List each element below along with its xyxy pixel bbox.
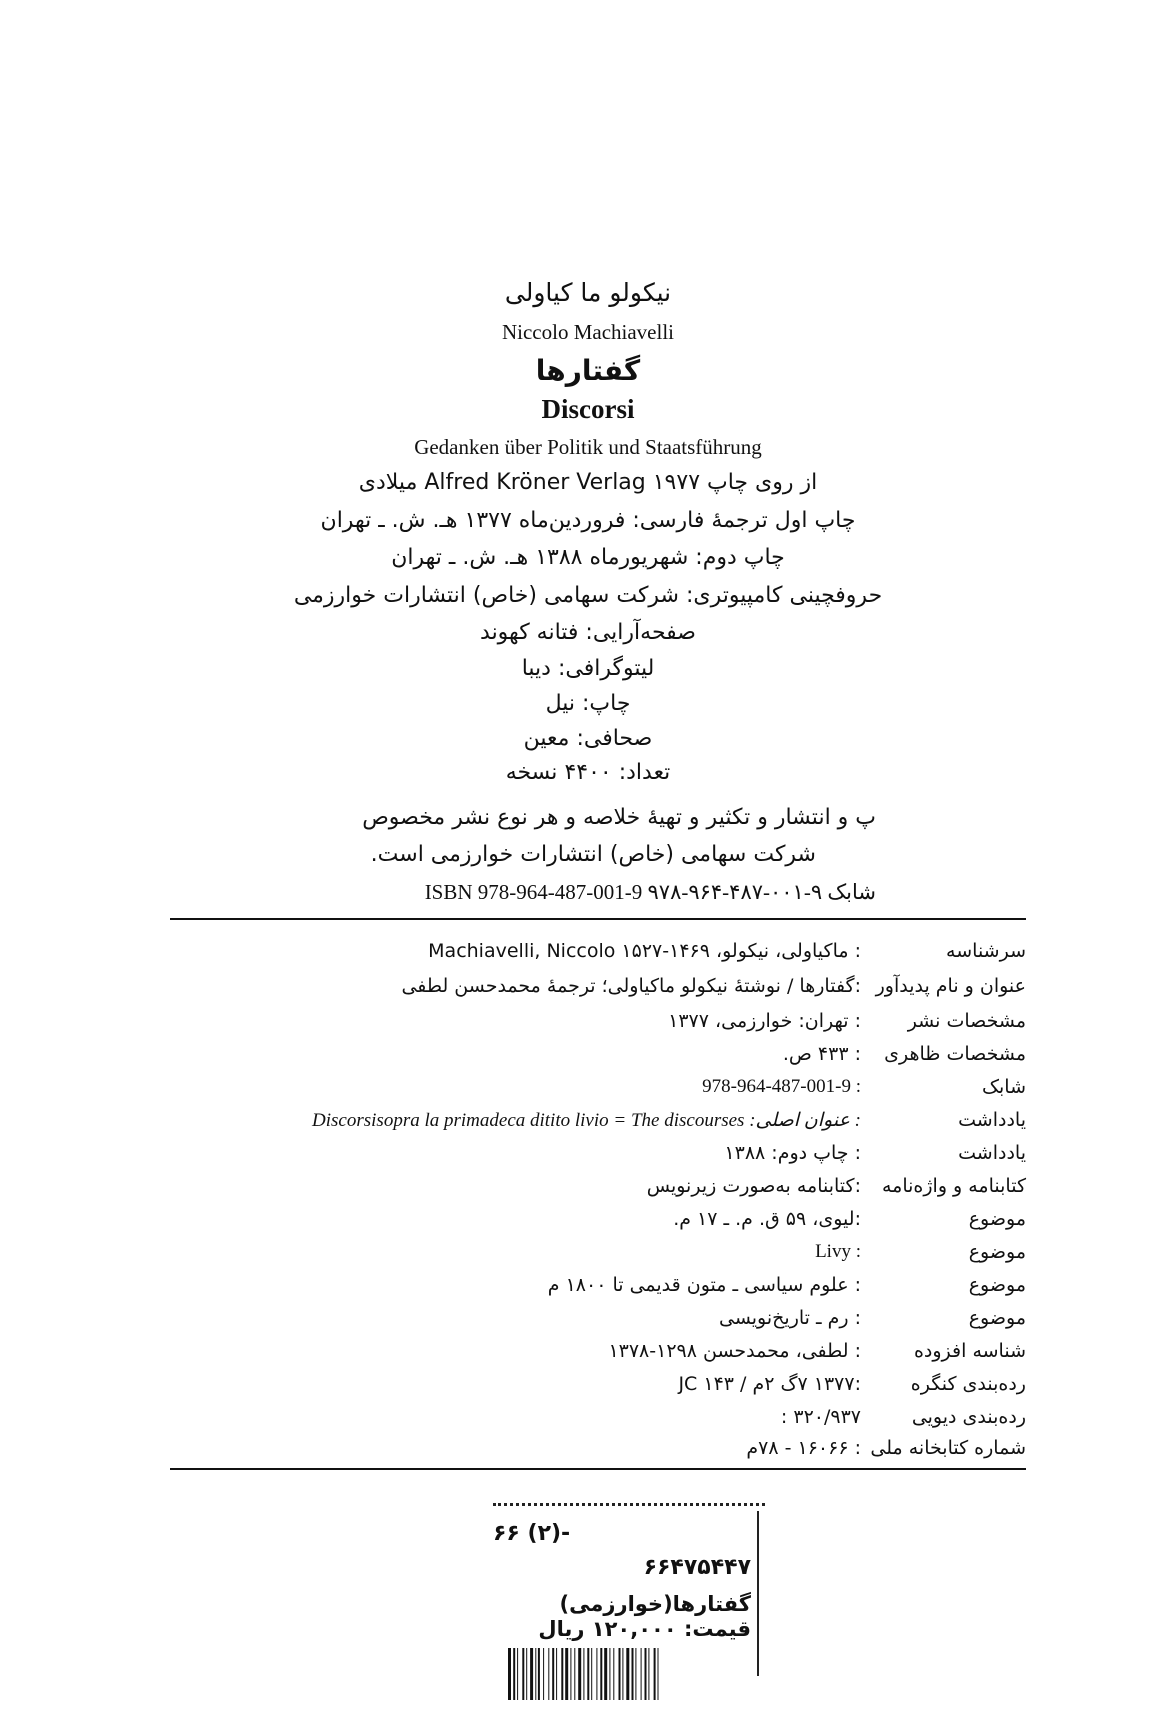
cip-label: عنوان و نام پدیدآور	[875, 975, 1026, 997]
book-title-fa: گفتارها	[535, 354, 641, 387]
rights-line-2: شرکت سهامی (خاص) انتشارات خوارزمی است.	[370, 842, 816, 867]
author-name-fa: نیکولو ما کیاولی	[504, 278, 672, 307]
lithography: لیتوگرافی: دیبا	[521, 656, 655, 681]
cip-value: :کتابنامه به‌صورت زیرنویس	[646, 1175, 861, 1197]
cip-label: رده‌بندی کنگره	[910, 1373, 1026, 1395]
label-title: گفتارها(خوارزمی)	[559, 1592, 751, 1616]
barcode-bar	[570, 1648, 571, 1700]
barcode-bar	[522, 1648, 524, 1700]
barcode-bar	[626, 1648, 629, 1700]
barcode-bar	[543, 1648, 544, 1700]
barcode-bar	[535, 1648, 536, 1700]
cip-value: :۱۳۷۷ ۷گ ۲م / ۱۴۳ JC	[678, 1373, 861, 1395]
barcode-bar	[556, 1648, 557, 1700]
cip-label: یادداشت	[958, 1109, 1026, 1131]
barcode-bar	[600, 1648, 602, 1700]
cip-row	[170, 1373, 1026, 1405]
barcode-bar	[526, 1648, 527, 1700]
cip-bottom-divider	[170, 1468, 1026, 1470]
cip-label: مشخصات نشر	[907, 1010, 1026, 1032]
cip-label: سرشناسه	[946, 940, 1026, 962]
cip-row	[170, 1109, 1026, 1141]
barcode-bar	[565, 1648, 568, 1700]
cip-row	[170, 940, 1026, 972]
cip-row	[170, 1142, 1026, 1174]
book-title-en: Discorsi	[541, 394, 635, 424]
cip-label: مشخصات ظاهری	[884, 1043, 1026, 1065]
cip-value: : عنوان اصلی: Discorsisopra la primadeca ditito livio = The discourses	[312, 1110, 861, 1131]
cip-value: Livy :	[815, 1241, 861, 1262]
cip-value: : تهران: خوارزمی، ۱۳۷۷	[668, 1010, 861, 1032]
barcode-bar	[513, 1648, 515, 1700]
barcode	[506, 1648, 746, 1700]
barcode-bar	[604, 1648, 607, 1700]
barcode-bar	[645, 1648, 647, 1700]
barcode-bar	[587, 1648, 589, 1700]
price-label	[493, 1503, 765, 1673]
cip-label: موضوع	[968, 1208, 1026, 1230]
copies: تعداد: ۴۴۰۰ نسخه	[505, 760, 671, 785]
cip-value: : ماکیاولی، نیکولو، ۱۴۶۹-۱۵۲۷ Machiavelli, Niccolo	[428, 940, 861, 962]
barcode-bar	[591, 1648, 592, 1700]
cip-row	[170, 975, 1026, 1007]
barcode-bar	[648, 1648, 649, 1700]
cip-row	[170, 1043, 1026, 1075]
barcode-bar	[622, 1648, 623, 1700]
cip-top-divider	[170, 918, 1026, 920]
cip-row	[170, 1241, 1026, 1273]
cip-row	[170, 1307, 1026, 1339]
binding: صحافی: معین	[523, 726, 653, 751]
cip-value: : رم ـ تاریخ‌نویسی	[718, 1307, 861, 1329]
barcode-bar	[654, 1648, 656, 1700]
barcode-bar	[583, 1648, 584, 1700]
cip-label: موضوع	[968, 1274, 1026, 1296]
barcode-bar	[609, 1648, 610, 1700]
cip-value: ۳۲۰/۹۳۷ :	[780, 1406, 861, 1428]
cip-row	[170, 1175, 1026, 1207]
cip-label: شابک	[981, 1076, 1026, 1098]
cip-value: :لیوی، ۵۹ ق. م. ـ ۱۷ م.	[673, 1208, 861, 1230]
barcode-bar	[552, 1648, 554, 1700]
cip-label: موضوع	[968, 1241, 1026, 1263]
author-name-en: Niccolo Machiavelli	[501, 320, 675, 344]
cip-value: : ۴۳۳ ص.	[782, 1043, 861, 1065]
book-subtitle: Gedanken über Politik und Staatsführung	[414, 435, 762, 459]
barcode-bar	[641, 1648, 642, 1700]
cip-value: : علوم سیاسی ـ متون قدیمی تا ۱۸۰۰ م	[547, 1274, 861, 1296]
barcode-bar	[578, 1648, 581, 1700]
cip-label: یادداشت	[958, 1142, 1026, 1164]
label-code: ۶۶ (۲)-	[493, 1521, 571, 1546]
cip-value: : ۱۶۰۶۶ - ۷۸م	[746, 1437, 861, 1459]
barcode-bar	[548, 1648, 549, 1700]
barcode-bar	[574, 1648, 575, 1700]
label-edge-line	[757, 1511, 759, 1676]
cip-label: شماره کتابخانه ملی	[870, 1437, 1026, 1459]
barcode-bar	[632, 1648, 634, 1700]
cip-label: شناسه افزوده	[913, 1340, 1026, 1362]
cip-row	[170, 1076, 1026, 1108]
source-edition: از روی چاپ Alfred Kröner Verlag ۱۹۷۷ میلادی	[358, 470, 818, 495]
perforation-line	[493, 1503, 765, 1506]
printing: چاپ: نیل	[545, 691, 631, 716]
barcode-bar	[530, 1648, 533, 1700]
cip-value: : لطفی، محمدحسن ۱۲۹۸-۱۳۷۸	[608, 1340, 861, 1362]
cip-row	[170, 1340, 1026, 1372]
cip-value: : چاپ دوم: ۱۳۸۸	[724, 1142, 861, 1164]
isbn-line: ISBN 978-964-487-001-9 ۹۷۸-۹۶۴-۴۸۷-۰۰۱-۹ شابک	[424, 880, 876, 904]
barcode-bar	[561, 1648, 563, 1700]
typesetting: حروفچینی کامپیوتری: شرکت سهامی (خاص) انتشارات خوارزمی	[293, 583, 883, 608]
label-price: قیمت: ۱۲۰,۰۰۰ ریال	[538, 1617, 751, 1641]
barcode-bar	[613, 1648, 614, 1700]
cip-row	[170, 1274, 1026, 1306]
barcode-bar	[508, 1648, 511, 1700]
cip-row	[170, 1437, 1026, 1469]
cip-row	[170, 1010, 1026, 1042]
barcode-bar	[596, 1648, 597, 1700]
rights-line-1: پ و انتشار و تکثیر و تهیهٔ خلاصه و هر نوع نشر مخصوص	[362, 805, 876, 830]
cip-label: موضوع	[968, 1307, 1026, 1329]
cip-value: :گفتارها / نوشتهٔ نیکولو ماکیاولی؛ ترجمهٔ محمدحسن لطفی	[401, 975, 861, 997]
barcode-bar	[658, 1648, 659, 1700]
cip-label: کتابنامه و واژه‌نامه	[881, 1175, 1026, 1197]
barcode-bar	[619, 1648, 621, 1700]
cip-label: رده‌بندی دیویی	[911, 1406, 1026, 1428]
barcode-bar	[635, 1648, 636, 1700]
cip-value: 978-964-487-001-9 :	[702, 1076, 861, 1097]
cip-row	[170, 1208, 1026, 1240]
label-number: ۶۶۴۷۵۴۴۷	[643, 1555, 751, 1580]
cip-row	[170, 1406, 1026, 1438]
barcode-bar	[517, 1648, 518, 1700]
page-layout: صفحه‌آرایی: فتانه کهوند	[480, 620, 696, 645]
second-edition: چاپ دوم: شهریورماه ۱۳۸۸ هـ. ش. ـ تهران	[391, 545, 785, 570]
first-edition: چاپ اول ترجمهٔ فارسی: فروردین‌ماه ۱۳۷۷ هـ. ش. ـ تهران	[320, 508, 856, 533]
barcode-bar	[538, 1648, 540, 1700]
